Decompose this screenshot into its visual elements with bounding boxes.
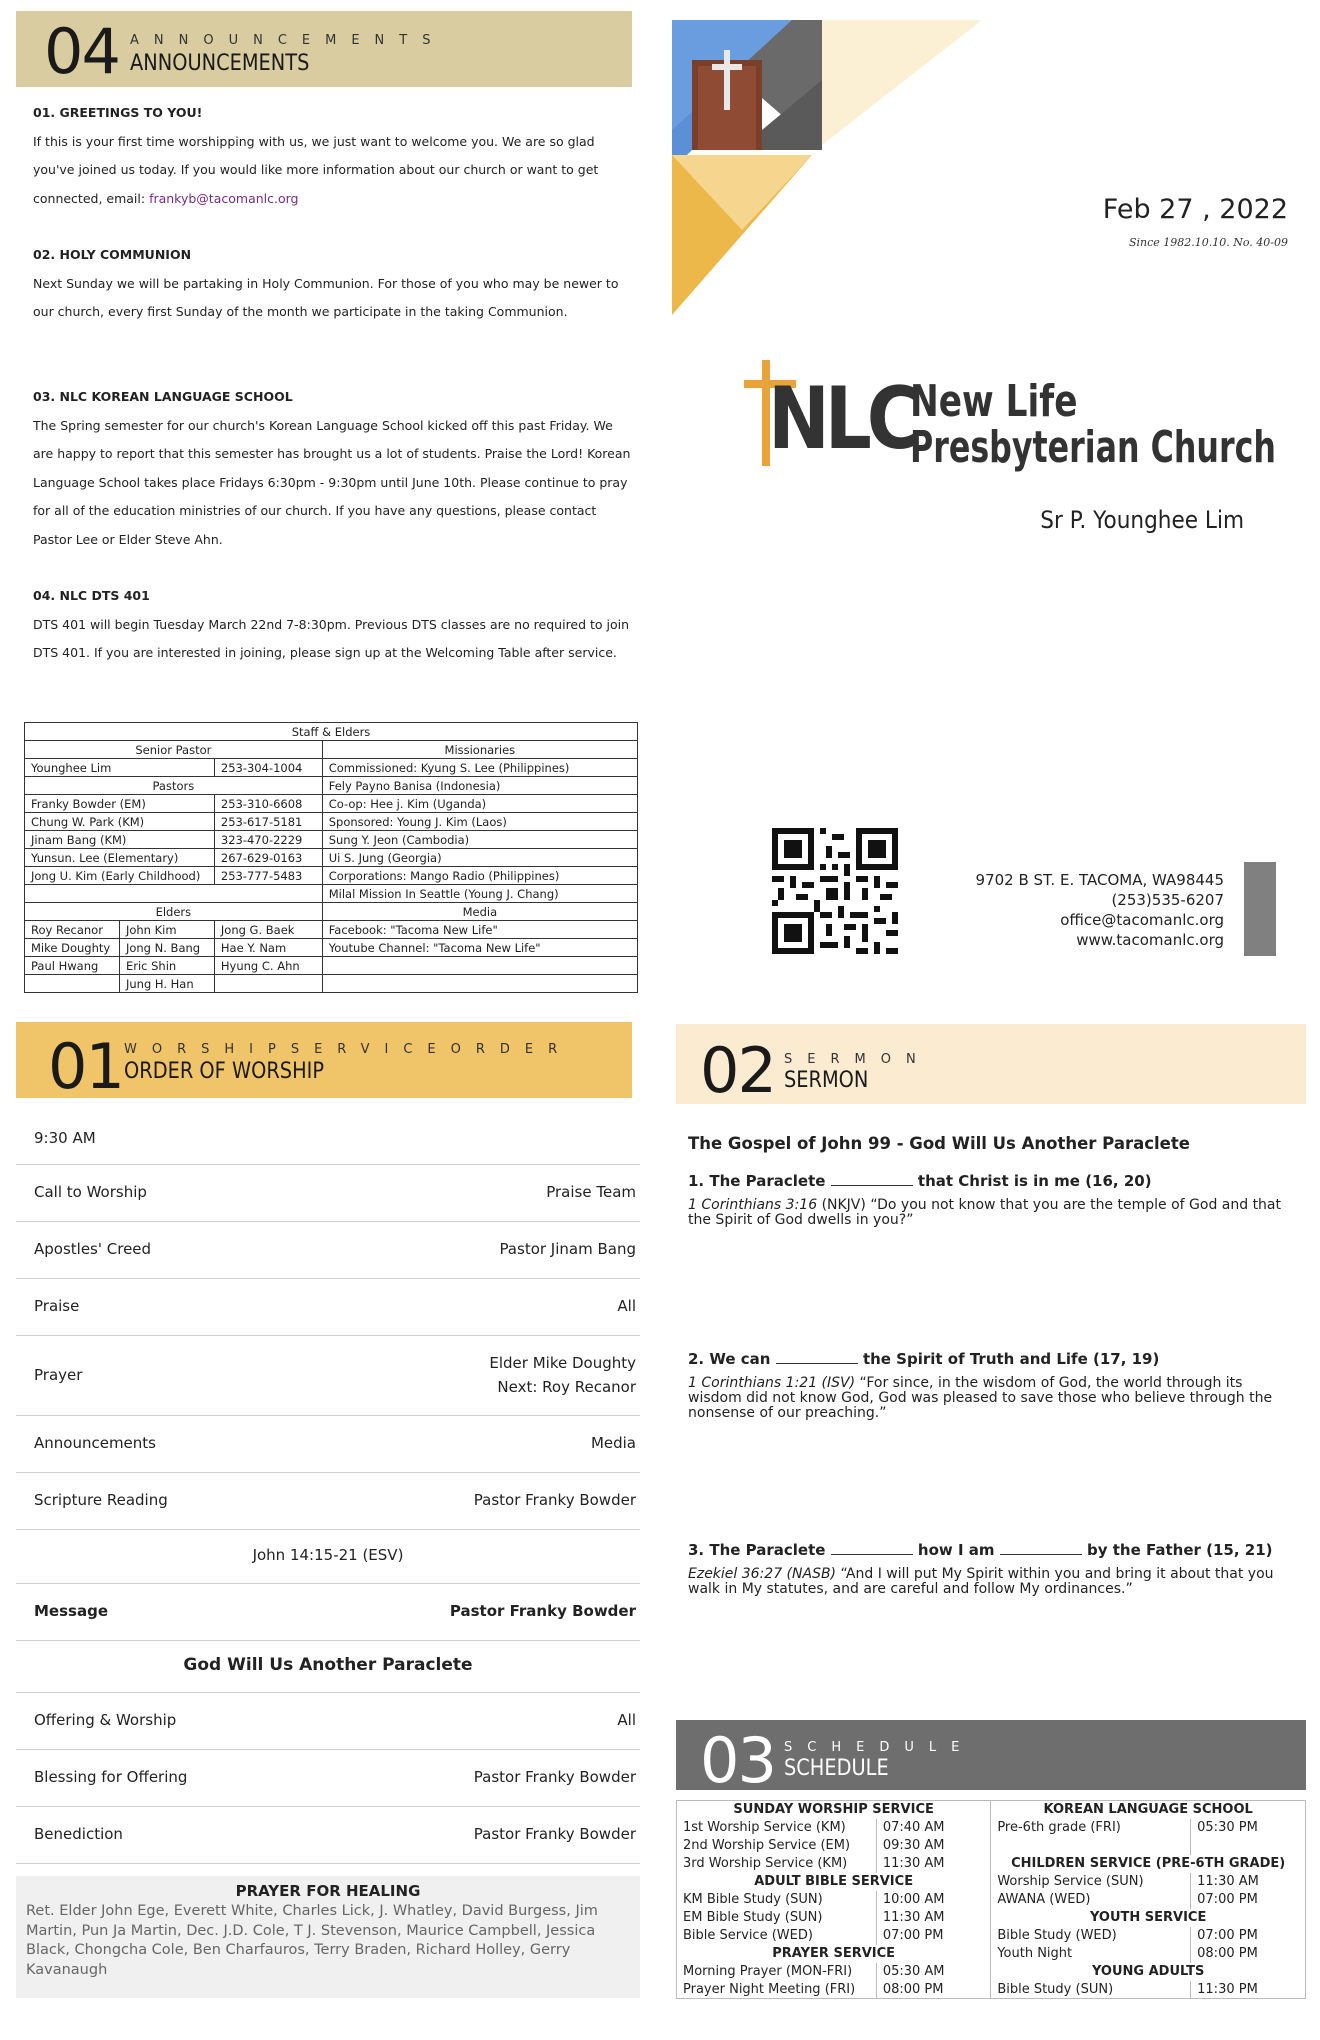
missionary: Sung Y. Jeon (Cambodia) (322, 831, 637, 849)
missionaries-label: Missionaries (322, 741, 637, 759)
schedule-time: 11:30 AM (876, 1855, 991, 1873)
verse-quote: “For since, in the wisdom of God, the world through its wisdom did not know God, God was pleased to save those who believe through the nonsense of our preaching.” (688, 1375, 1273, 1421)
media-item: Facebook: "Tacoma New Life" (322, 921, 637, 939)
schedule-item: 1st Worship Service (KM) (677, 1819, 877, 1837)
missionary: Milal Mission In Seattle (Young J. Chang) (322, 885, 637, 903)
item-leader: Pastor Jinam Bang (499, 1240, 636, 1258)
schedule-item: Youth Night (991, 1945, 1191, 1963)
section-spaced-title: WORSHIPSERVICEORDER (124, 1042, 573, 1057)
church-name-line1: New Life (910, 376, 1078, 427)
fill-in-blank[interactable] (831, 1541, 913, 1555)
item-label: Apostles' Creed (34, 1240, 152, 1258)
schedule-group-header: KOREAN LANGUAGE SCHOOL (991, 1801, 1306, 1819)
worship-item (16, 1279, 640, 1336)
elder-name: Jung H. Han (119, 975, 214, 993)
schedule-item: Bible Study (SUN) (991, 1981, 1191, 1999)
worship-item (16, 1584, 640, 1641)
missionary: Commissioned: Kyung S. Lee (Philippines) (322, 759, 637, 777)
message-title: God Will Us Another Paraclete (183, 1655, 473, 1675)
schedule-time: 11:30 PM (1191, 1981, 1306, 1999)
senior-pastor-phone: 253-304-1004 (214, 759, 322, 777)
website[interactable]: www.tacomanlc.org (1076, 931, 1224, 949)
elder-name: Hyung C. Ahn (214, 957, 322, 975)
worship-time (16, 1111, 640, 1165)
elder-name: Jong N. Bang (119, 939, 214, 957)
item-leader: Media (590, 1434, 636, 1452)
announcement-heading: 04. NLC DTS 401 (33, 588, 150, 603)
item-leader: Pastor Franky Bowder (473, 1768, 636, 1786)
missionary: Co-op: Hee j. Kim (Uganda) (322, 795, 637, 813)
worship-item (16, 1693, 640, 1750)
worship-item (16, 1416, 640, 1473)
phone: (253)535-6207 (1111, 891, 1224, 909)
worship-item (16, 1336, 640, 1416)
schedule-group-header: CHILDREN SERVICE (PRE-6TH GRADE) (991, 1855, 1306, 1873)
announcement-1 (33, 99, 631, 213)
point-mid: how I am (917, 1541, 995, 1559)
fill-in-blank[interactable] (831, 1172, 913, 1186)
senior-pastor-label: Senior Pastor (25, 741, 323, 759)
schedule-group-header: ADULT BIBLE SERVICE (677, 1873, 991, 1891)
item-label: Prayer (34, 1366, 83, 1384)
schedule-time: 07:00 PM (876, 1927, 991, 1945)
schedule-item: Worship Service (SUN) (991, 1873, 1191, 1891)
church-name-line2: Presbyterian Church (910, 422, 1276, 473)
section-number: 01 (48, 1030, 123, 1103)
sermon-point-1 (688, 1172, 1282, 1228)
verse-version: (NKJV) (821, 1197, 866, 1213)
contact-block (900, 870, 1224, 950)
sermon-point-2 (688, 1350, 1282, 1421)
pastor-phone: 323-470-2229 (214, 831, 322, 849)
prayer-title: PRAYER FOR HEALING (235, 1882, 421, 1900)
schedule-group-header: SUNDAY WORSHIP SERVICE (677, 1801, 991, 1819)
item-leader: Pastor Franky Bowder (449, 1602, 636, 1620)
schedule-time: 08:00 PM (876, 1981, 991, 1999)
item-leader: Pastor Franky Bowder (473, 1491, 636, 1509)
elder-name: Jong G. Baek (214, 921, 322, 939)
schedule-time: 09:30 AM (876, 1837, 991, 1855)
announcements-header (16, 11, 632, 87)
prayer-for-healing (16, 1876, 640, 1998)
section-title: SERMON (784, 1068, 869, 1093)
point-lead: 1. The Paraclete (688, 1172, 826, 1190)
schedule-item: Bible Study (WED) (991, 1927, 1191, 1945)
item-label: Offering & Worship (34, 1711, 177, 1729)
item-label: Benediction (34, 1825, 123, 1843)
item-leader: Pastor Franky Bowder (473, 1825, 636, 1843)
bulletin-date: Feb 27 , 2022 (1102, 194, 1288, 225)
item-label: Call to Worship (34, 1183, 147, 1201)
verse-reference: 1 Corinthians 3:16 (688, 1197, 818, 1213)
worship-item (16, 1473, 640, 1530)
schedule-group-header: PRAYER SERVICE (677, 1945, 991, 1963)
elder-name: Hae Y. Nam (214, 939, 322, 957)
missionary: Corporations: Mango Radio (Philippines) (322, 867, 637, 885)
scripture-reference: John 14:15-21 (ESV) (252, 1546, 404, 1564)
schedule-group-header: YOUNG ADULTS (991, 1963, 1306, 1981)
schedule-time: 10:00 AM (876, 1891, 991, 1909)
announcement-text: DTS 401 will begin Tuesday March 22nd 7-8:30pm. Previous DTS classes are no required to join DTS 401. If you are interested in joining, please sign up at the Welcoming Table after service. (33, 616, 630, 660)
schedule-time: 07:40 AM (876, 1819, 991, 1837)
senior-pastor: Sr P. Younghee Lim (1040, 506, 1244, 534)
announcement-heading: 02. HOLY COMMUNION (33, 247, 192, 262)
schedule-item: EM Bible Study (SUN) (677, 1909, 877, 1927)
scripture-row (16, 1530, 640, 1584)
schedule-item: Bible Service (WED) (677, 1927, 877, 1945)
staff-title: Staff & Elders (25, 723, 638, 741)
pastor-phone: 253-777-5483 (214, 867, 322, 885)
contact-email[interactable]: office@tacomanlc.org (1060, 911, 1224, 929)
elders-label: Elders (25, 903, 323, 921)
missionary: Sponsored: Young J. Kim (Laos) (322, 813, 637, 831)
fill-in-blank[interactable] (776, 1350, 858, 1364)
pastor-name: Jinam Bang (KM) (25, 831, 215, 849)
address: 9702 B ST. E. TACOMA, WA98445 (975, 871, 1224, 889)
section-title: ORDER OF WORSHIP (124, 1059, 325, 1084)
point-tail: that Christ is in me (16, 20) (917, 1172, 1152, 1190)
announcement-text: The Spring semester for our church's Korean Language School kicked off this past Friday. We are happy to report that this semester has brought us a lot of students. Praise the Lord! Korean Language School takes place Fridays 6:30pm - 9:30pm until June 10th. Please continue to pray for all of the education ministries of our church. If you have any questions, please contact Pastor Lee or Elder Steve Ahn. (33, 417, 631, 547)
since-line: Since 1982.10.10. No. 40-09 (1128, 236, 1288, 249)
section-number: 03 (700, 1724, 775, 1797)
pastors-label: Pastors (25, 777, 323, 795)
schedule-time: 11:30 AM (876, 1909, 991, 1927)
schedule-item: 3rd Worship Service (KM) (677, 1855, 877, 1873)
senior-pastor-name: Younghee Lim (25, 759, 215, 777)
worship-header (16, 1022, 632, 1103)
item-leader: Elder Mike Doughty (489, 1354, 636, 1372)
pastor-name: Chung W. Park (KM) (25, 813, 215, 831)
item-leader: Praise Team (546, 1183, 636, 1201)
schedule-item: 2nd Worship Service (EM) (677, 1837, 877, 1855)
announcement-heading: 03. NLC KOREAN LANGUAGE SCHOOL (33, 389, 293, 404)
worship-item (16, 1750, 640, 1807)
pastor-phone: 253-310-6608 (214, 795, 322, 813)
schedule-time: 05:30 AM (876, 1963, 991, 1981)
schedule-table (676, 1800, 1306, 1999)
verse-quote: “And I will put My Spirit within you and bring it about that you walk in My statutes, and are careful and follow My ordinances.” (688, 1566, 1274, 1597)
announcement-text: Next Sunday we will be partaking in Holy Communion. For those of you who may be newer to our church, every first Sunday of the month we participate in the taking Communion. (33, 275, 619, 319)
announcement-4 (33, 582, 631, 668)
schedule-time: 08:00 PM (1191, 1945, 1306, 1963)
elder-name: Eric Shin (119, 957, 214, 975)
fill-in-blank[interactable] (1000, 1541, 1082, 1555)
section-title: SCHEDULE (784, 1756, 889, 1781)
section-title: ANNOUNCEMENTS (130, 51, 310, 76)
verse-reference: Ezekiel 36:27 (NASB) (688, 1566, 837, 1582)
item-label: Blessing for Offering (34, 1768, 188, 1786)
pastor-name: Jong U. Kim (Early Childhood) (25, 867, 215, 885)
worship-item (16, 1165, 640, 1222)
sermon-header (676, 1024, 1306, 1107)
grey-bar (1244, 862, 1276, 956)
pastor-phone: 253-617-5181 (214, 813, 322, 831)
verse-reference: 1 Corinthians 1:21 (ISV) (688, 1375, 856, 1391)
elder-name: John Kim (119, 921, 214, 939)
announcement-3 (33, 383, 631, 554)
message-title-row (16, 1641, 640, 1693)
elder-name: Paul Hwang (25, 957, 120, 975)
schedule-header (676, 1720, 1306, 1797)
elder-name: Roy Recanor (25, 921, 120, 939)
schedule-item: KM Bible Study (SUN) (677, 1891, 877, 1909)
item-leader: All (617, 1711, 636, 1729)
schedule-item: Prayer Night Meeting (FRI) (677, 1981, 877, 1999)
missionary: Ui S. Jung (Georgia) (322, 849, 637, 867)
section-spaced-title: ANNOUNCEMENTS (130, 33, 446, 48)
service-time: 9:30 AM (34, 1129, 96, 1147)
schedule-time: 07:00 PM (1191, 1891, 1306, 1909)
staff-table (24, 722, 638, 993)
media-item: Youtube Channel: "Tacoma New Life" (322, 939, 637, 957)
missionary: Fely Payno Banisa (Indonesia) (322, 777, 637, 795)
schedule-item: Morning Prayer (MON-FRI) (677, 1963, 877, 1981)
announcement-heading: 01. GREETINGS TO YOU! (33, 105, 203, 120)
schedule-item: Pre-6th grade (FRI) (991, 1819, 1191, 1837)
schedule-time: 11:30 AM (1191, 1873, 1306, 1891)
worship-item (16, 1807, 640, 1864)
announcement-2 (33, 241, 631, 327)
point-tail: by the Father (15, 21) (1087, 1541, 1273, 1559)
item-leader-next: Next: Roy Recanor (497, 1378, 636, 1396)
point-lead: 3. The Paraclete (688, 1541, 826, 1559)
sermon-point-3 (688, 1541, 1282, 1597)
email-link[interactable]: frankyb@tacomanlc.org (149, 190, 299, 206)
section-number: 04 (44, 15, 119, 88)
point-tail: the Spirit of Truth and Life (17, 19) (862, 1350, 1160, 1368)
section-number: 02 (700, 1034, 775, 1107)
elder-name: Mike Doughty (25, 939, 120, 957)
schedule-time: 07:00 PM (1191, 1927, 1306, 1945)
section-spaced-title: SERMON (784, 1052, 931, 1067)
section-spaced-title: SCHEDULE (784, 1740, 975, 1755)
item-label: Announcements (34, 1434, 156, 1452)
media-label: Media (322, 903, 637, 921)
point-lead: 2. We can (688, 1350, 771, 1368)
logo-mark-text: NLC (768, 369, 916, 469)
schedule-group-header: YOUTH SERVICE (991, 1909, 1306, 1927)
pastor-phone: 267-629-0163 (214, 849, 322, 867)
pastor-name: Franky Bowder (EM) (25, 795, 215, 813)
pastor-name: Yunsun. Lee (Elementary) (25, 849, 215, 867)
qr-code-icon (772, 828, 898, 954)
prayer-names: Ret. Elder John Ege, Everett White, Charles Lick, J. Whatley, David Burgess, Jim Martin, Pun Ja Martin, Dec. J.D. Cole, T J. Stevenson, Maurice Campbell, Jessica Black, Chongcha Cole, Ben Charfauros, Terry Braden, Richard Holley, Gerry Kavanaugh (26, 1903, 598, 1978)
schedule-time: 05:30 PM (1191, 1819, 1306, 1837)
item-label: Praise (34, 1297, 80, 1315)
worship-item (16, 1222, 640, 1279)
announcement-text: If this is your first time worshipping with us, we just want to welcome you. We are so glad you've joined us today. If you would like more information about our church or want to get connected, email: (33, 133, 599, 206)
item-label: Message (34, 1602, 108, 1620)
sermon-heading: The Gospel of John 99 - God Will Us Another Paraclete (688, 1134, 1190, 1153)
schedule-item: AWANA (WED) (991, 1891, 1191, 1909)
church-photo (672, 20, 822, 150)
item-label: Scripture Reading (34, 1491, 168, 1509)
verse-quote: “Do you not know that you are the temple of God and that the Spirit of God dwells in you?” (688, 1197, 1281, 1228)
item-leader: All (617, 1297, 636, 1315)
